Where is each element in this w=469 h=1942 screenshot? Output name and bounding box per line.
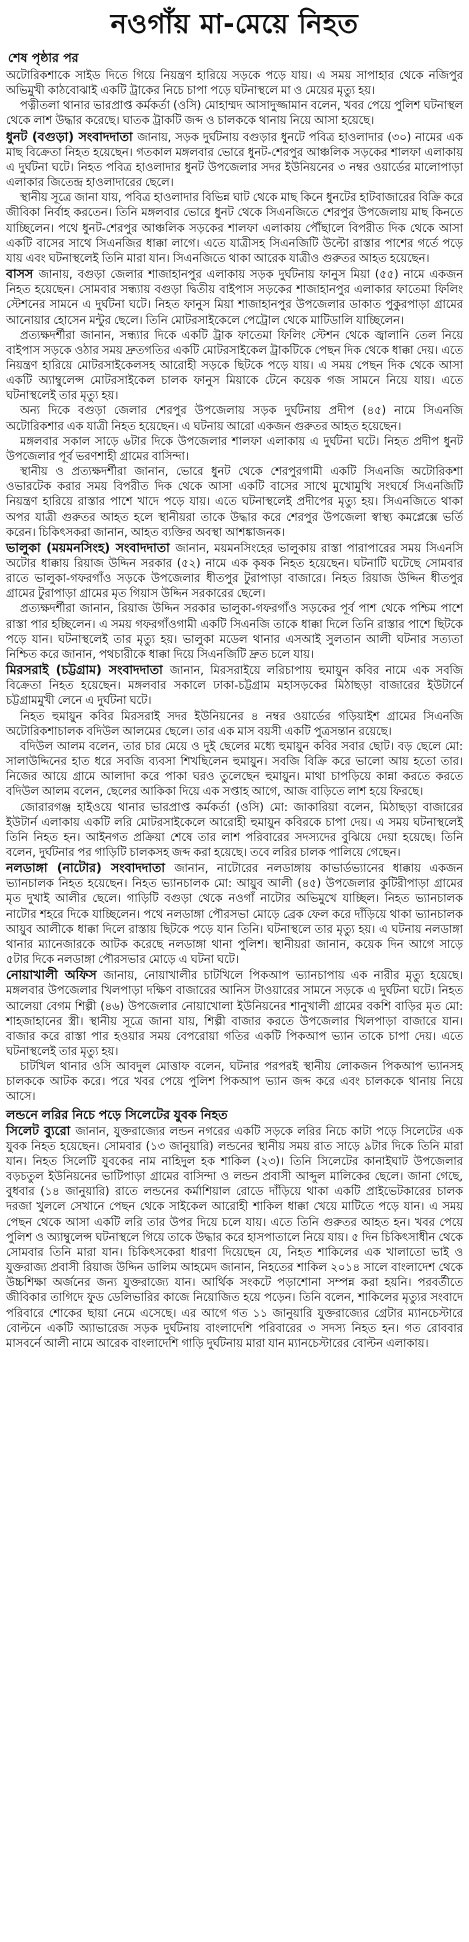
dateline: ভালুকা (ময়মনসিংহ) সংবাদদাতা <box>6 539 176 555</box>
article-paragraph <box>6 1123 463 1351</box>
article-paragraph <box>6 266 463 328</box>
article-paragraph <box>6 709 463 739</box>
headline: নওগাঁয় মা-মেয়ে নিহত <box>110 9 359 40</box>
article-paragraph <box>6 98 463 128</box>
paragraph-text: স্থানীয় ও প্রত্যক্ষদর্শীরা জানান, ভোরে ধুনট থেকে শেরপুরগামী একটি সিএনজি অটোরিকশা ওভারটেক করার সময় বিপরীত দিক থেকে আসা একটি বাসের সাথে মুখোমুখি সংঘর্ষে সিএনজিটি নিয়ন্ত্রণ হারিয়ে রাস্তার পাশে খাদে পড়ে যায়। এতে ঘটনাস্থলেই প্রদীপের মৃত্যু হয়। সিএনজিতে থাকা অপর যাত্রী গুরুতর আহত হলে স্থানীয়রা তাকে উদ্ধার করে শেরপুর উপজেলা স্বাস্থ্য কমপ্লেক্সে ভর্তি করেন। চিকিৎসকরা জানান, আহত ব্যক্তির অবস্থা আশঙ্কাজনক। <box>6 464 463 539</box>
article-paragraph <box>6 434 463 464</box>
continued-label: শেষ পৃষ্ঠার পর <box>8 50 79 65</box>
article-paragraph <box>6 129 463 191</box>
paragraph-text: অটোরিকশাকে সাইড দিতে গিয়ে নিয়ন্ত্রণ হারিয়ে সড়কে পড়ে যায়। এ সময় সাপাহার থেকে নজিপুর অভিমুখী কাঠবোঝাই একটি ট্রাকের নিচে চাপা পড়ে ঘটনাস্থলে মা ও মেয়ের মৃত্যু হয়। <box>6 68 463 98</box>
article-body <box>6 68 463 1351</box>
paragraph-text: স্থানীয় সূত্রে জানা যায়, পবিত্র হাওলাদার বিভিন্ন ঘাট থেকে মাছ কিনে ধুনটের হাটবাজারের বিক্রি করে জীবিকা নির্বাহ করতেন। তিনি মঙ্গলবার ভোরে ধুনট থেকে সিএনজিতে শেরপুর উপজেলায় মাছ কিনতে যাচ্ছিলেন। পথে ধুনট-শেরপুর আঞ্চলিক সড়কের শালফা এলাকায় পৌঁছালে বিপরীত দিক থেকে আসা একটি বাসের সাথে সিএনজির ধাক্কা লাগে। এতে যাত্রীসহ সিএনজিটি উল্টো রাস্তার পাশের গর্তে পড়ে যায় এবং ঘটনাস্থলেই তিনি মারা যান। সিএনজিতে থাকা আরেক যাত্রীও গুরুতর আহত হয়েছেন। <box>6 190 463 265</box>
article-paragraph <box>6 800 463 861</box>
paragraph-text: জোরারগঞ্জ হাইওয়ে থানার ভারপ্রাপ্ত কর্মকর্তা (ওসি) মো: জাকারিয়া বলেন, মিঠাছড়া বাজারের ইউটার্ন এলাকায় একটি লরি মোটরসাইকেলে আরোহী হুমায়ুন কবিরকে চাপা দেয়। এ সময় ঘটনাস্থলেই তিনি নিহত হন। আইনগত প্রক্রিয়া শেষে তার লাশ পরিবারের সদস্যদের বুঝিয়ে দেয়া হয়েছে। তিনি বলেন, দুর্ঘটনার পর গাড়িটি চালকসহ জব্দ করা হয়েছে। তবে লরির চালক পালিয়ে গেছেন। <box>6 799 463 859</box>
paragraph-text: জানায়, নোয়াখালীর চাটখিলে পিকআপ ভ্যানচাপায় এক নারীর মৃত্যু হয়েছে। মঙ্গলবার উপজেলার খিলপাড়া দক্ষিণ বাজারের আনিস টাওয়ারের সামনে সড়কে এ দুর্ঘটনা ঘটে। নিহত আলেয়া বেগম শিল্পী (৪৬) উপজেলার নোয়াখোলা ইউনিয়নের শানুখালী গ্রামের বকশি বাড়ির মৃত মো: শাহজাহানের স্ত্রী। স্থানীয় সূত্রে জানা যায়, শিল্পী বাজার করতে উপজেলার খিলপাড়া বাজারে যান। বাজার করে রাস্তা পার হওয়ার সময় বেপরোয়া গতির একটি পিকআপ ভ্যান তাকে চাপা দেয়। এতে ঘটনাস্থলেই তার মৃত্যু হয়। <box>6 968 463 1058</box>
paragraph-text: জানান, যুক্তরাজ্যের লন্ডন নগরের একটি সড়কে লরির নিচে কাটা পড়ে সিলেটের এক যুবক নিহত হয়েছেন। সোমবার (১৩ জানুয়ারি) লন্ডনের স্থানীয় সময় রাত সাড়ে ৯টার দিকে তিনি মারা যান। নিহত সিলেটি যুবকের নাম নাহিদুল হক শাকিল (২৩)। তিনি সিলেটের কানাইঘাট উপজেলার বড়চতুল ইউনিয়নের ভাটিপাড়া গ্রামের বাসিন্দা ও লন্ডন প্রবাসী আব্দুল মালিকের ছেলে। জানা গেছে, বুধবার (১৪ জানুয়ারি) রাতে লন্ডনের কর্মাশিয়াল রোডে দাঁড়িয়ে থাকা একটি প্রাইভেটকারের চালক দরজা খুললে সেখানে পেছন থেকে সাইকেল আরোহী শাকিল ধাক্কা খেয়ে মাটিতে পড়ে যান। এ সময় পেছন থেকে আসা একটি লরি তার উপর দিয়ে চলে যায়। এতে তিনি গুরুতর আহত হন। খবর পেয়ে পুলিশ ও অ্যাম্বুলেন্স ঘটনাস্থলে গিয়ে তাকে উদ্ধার করে হাসপাতালে নিয়ে যায়। ৫ দিন চিকিৎসাধীন থেকে সোমবার তিনি মারা যান। চিকিৎসকেরা ধারণা দিয়েছেন যে, নিহত শাকিলের এক খালাতো ভাই ও যুক্তরাজ্য প্রবাসী রিয়াজ উদ্দিন ডালিম আহমেদ জানান, নিহতের শাকিল ২০১৪ সালে বাংলাদেশ থেকে উচ্চশিক্ষা অর্জনের জন্য যুক্তরাজ্যে যান। আর্থিক সংকটে পড়াশোনা সম্পন্ন করা হয়নি। পরবর্তীতে জীবিকার তাগিদে ফুড ডেলিভারির কাজে নিয়োজিত হয়ে পড়েন। তিনি বলেন, শাকিলের মৃত্যুর সংবাদে পরিবারে শোকের ছায়া নেমে এসেছে। এর আগে গত ১১ জানুয়ারি যুক্তরাজ্যের গ্রেটার ম্যানচেস্টারে বোল্টনে একটি অ্যাভারেজ সড়ক দুর্ঘটনায় বাংলাদেশি পরিবারের ৩ সদস্য নিহত হন। গত রোববার মাসবর্নে আলী নামে আরেক বাংলাদেশি গাড়ি দুর্ঘটনায় মারা যান ম্যানচেস্টারের বোল্টন এলাকায়। <box>6 1123 463 1350</box>
paragraph-text: অন্য দিকে বগুড়া জেলার শেরপুর উপজেলায় সড়ক দুর্ঘটনায় প্রদীপ (৪৫) নামে সিএনজি অটোরিকশার এক যাত্রী নিহত হয়েছেন। এ ঘটনায় আরো একজন গুরুতর আহত হয়েছেন। <box>6 403 463 433</box>
paragraph-text: জানায়, সড়ক দুর্ঘটনায় বগুড়ার ধুনটে পবিত্র হাওলাদার (৩০) নামের এক মাছ বিক্রেতা নিহত হয়েছেন। গতকাল মঙ্গলবার ভোরে ধুনট-শেরপুর আঞ্চলিক সড়কের শালফা এলাকায় এ দুর্ঘটনা ঘটে। নিহত পবিত্র হাওলাদার ধুনট উপজেলার সদর ইউনিয়নের ৩ নম্বর ওয়ার্ডের মালোপাড়া এলাকার জিতেন্দ্র হাওলাদারের ছেলে। <box>6 129 463 190</box>
paragraph-text: চাটখিল থানার ওসি আবদুল মোত্তাফ বলেন, ঘটনার পরপরই স্থানীয় লোকজন পিকআপ ভ্যানসহ চালককে আটক করে। পরে খবর পেয়ে পুলিশ পিকআপ ভ্যান জব্দ করে এবং চালককে থানায় নিয়ে আসে। <box>6 1059 463 1104</box>
section-subhead: লন্ডনে লরির নিচে পড়ে সিলেটের যুবক নিহত <box>6 1106 228 1122</box>
article-paragraph <box>6 464 463 540</box>
article-paragraph <box>6 328 463 404</box>
article-paragraph <box>6 860 463 967</box>
dateline: বাসস <box>6 266 39 282</box>
paragraph-text: বদিউল আলম বলেন, তার চার মেয়ে ও দুই ছেলের মধ্যে হুমায়ুন কবির সবার ছোট। বড় ছেলে মো: সালাউদ্দিনের হাত ধরে সবজি ব্যবসা শিখছিলেন হুমায়ুন। সবজি বিক্রি করে ভালো আয় হতো তার। নিজের আয়ে গ্রামে আলাদা করে পাকা ঘরও তুলেছেন হুমায়ুন। মাথা চাপড়িয়ে কান্না করতে করতে বদিউল আলম বলেন, ছেলের আকিকা দিয়ে এক সপ্তাহ আগে, আজ বাড়িতে লাশ হয়ে ফিরছে। <box>6 738 463 799</box>
article-paragraph <box>6 403 463 433</box>
paragraph-text: পত্নীতলা থানার ভারপ্রাপ্ত কর্মকর্তা (ওসি) মোহাম্মদ আসাদুজ্জামান বলেন, খবর পেয়ে পুলিশ ঘটনাস্থল থেকে লাশ উদ্ধার করেছে। ঘাতক ট্রাকটি জব্দ ও চালককে থানায় নিয়ে আসা হয়েছে। <box>6 98 463 128</box>
dateline: নলডাঙ্গা (নাটোর) সংবাদদাতা <box>6 860 175 876</box>
paragraph-text: জানান, মিরসরাইয়ে লরিচাপায় হুমায়ুন কবির নামে এক সবজি বিক্রেতা নিহত হয়েছেন। মঙ্গলবার সকালে ঢাকা-চট্টগ্রাম মহাসড়কের মিঠাছড়া বাজারের ইউটার্নে চট্টগ্রামমুখী লেনে এ দুর্ঘটনা ঘটে। <box>6 663 463 708</box>
article-paragraph <box>6 739 463 800</box>
paragraph-text: প্রত্যক্ষদর্শীরা জানান, রিয়াজ উদ্দিন সরকার ভালুকা-গফরগাঁও সড়কের পূর্ব পাশ থেকে পশ্চিম পাশে রাস্তা পার হচ্ছিলেন। এ সময় গফরগাঁওগামী একটি সিএনজি তাকে ধাক্কা দিলে তিনি রাস্তার পাশে ছিটকে পড়ে যান। ঘটনাস্থলেই তার মৃত্যু হয়। ভালুকা মডেল থানার এসআই সুলতান আলী ঘটনার সত্যতা নিশ্চিত করে জানান, পথচারীকে ধাক্কা দিয়ে সিএনজিটি দ্রুত চলে যায়। <box>6 601 463 661</box>
article-paragraph <box>6 68 463 98</box>
paragraph-text: জানায়, বগুড়া জেলার শাজাহানপুর এলাকায় সড়ক দুর্ঘটনায় ফানুস মিয়া (৫৫) নামে একজন নিহত হয়েছেন। সোমবার সন্ধ্যায় বগুড়া দ্বিতীয় বাইপাস সড়কের শাজাহানপুর এলাকার ফাতেমা ফিলিং স্টেশনের সামনে এ দুর্ঘটনা ঘটে। নিহত ফানুস মিয়া শাজাহানপুর উপজেলার ডাকাত পুকুরপাড়া গ্রামের আনোয়ার হোসেন মন্টুর ছেলে। তিনি মোটরসাইকেলে পেট্রোল থেকে মাটিডালি যাচ্ছিলেন। <box>6 267 463 327</box>
article-paragraph <box>6 540 463 602</box>
article-paragraph <box>6 190 463 266</box>
dateline: সিলেট ব্যুরো <box>6 1122 76 1138</box>
dateline: ধুনট (বগুড়া) সংবাদদাতা <box>6 128 138 144</box>
paragraph-text: জানান, নাটোরের নলডাঙ্গায় কাভার্ডভ্যানের ধাক্কায় একজন ভ্যানচালক নিহত হয়েছেন। নিহত ভ্যানচালক মো: আয়ুব আলী (৪৫) উপজেলার কুটিরীপাড়া গ্রামের মৃত দুখাই আলীর ছেলে। গাড়িটি বগুড়া থেকে নওগাঁ নাটোর অভিমুখে যাচ্ছিল। নিহত ভ্যানচালক নাটোর শহরে দিকে যাচ্ছিলেন। পথে নলডাঙ্গা পৌরসভা মোড়ে ব্রেক ফেল করে দাঁড়িয়ে থাকা ভ্যানচালক আয়ুব আলীকে ধাক্কা দিলে রাস্তায় ছিটকে পড়ে যান তিনি। ঘটনাস্থলে তার মৃত্যু হয়। এ ঘটনায় নলডাঙ্গা থানার ম্যানেজারকে আটক করেছে নলডাঙ্গা থানা পুলিশ। স্থানীয়রা জানান, কয়েক দিন আগে সাড়ে ৫টার দিকে নলডাঙ্গা পৌরসভার মোড়ে এ ঘটনা ঘটে। <box>6 861 463 967</box>
article-paragraph <box>6 662 463 708</box>
article-paragraph <box>6 967 463 1059</box>
dateline: মিরসরাই (চট্টগ্রাম) সংবাদদাতা <box>6 662 170 678</box>
paragraph-text: মঙ্গলবার সকাল সাড়ে ৬টার দিকে উপজেলার শালফা এলাকায় এ দুর্ঘটনা ঘটে। নিহত প্রদীপ ধুনট উপজেলার পূর্ব ভরণশাহী গ্রামের বাসিন্দা। <box>6 433 463 463</box>
article-paragraph <box>6 1059 463 1104</box>
paragraph-text: নিহত হুমায়ুন কবির মিরসরাই সদর ইউনিয়নের ৪ নম্বর ওয়ার্ডের গড়িয়াইশ গ্রামের সিএনজি অটোরিকশাচালক বদিউল আলমের ছেলে। তার এক মাস বয়সী একটি পুত্রসন্তান রয়েছে। <box>6 708 463 738</box>
article-paragraph <box>6 601 463 662</box>
dateline: নোয়াখালী অফিস <box>6 967 104 983</box>
paragraph-text: প্রত্যক্ষদর্শীরা জানান, সন্ধ্যার দিকে একটি ট্রাক ফাতেমা ফিলিং স্টেশন থেকে জ্বালানি তেল নিয়ে বাইপাস সড়কে ওঠার সময় দ্রুতগতির একটি মোটরসাইকেল ট্রাকটিকে পেছন দিক থেকে ধাক্কা দেয়। এতে নিয়ন্ত্রণ হারিয়ে মোটরসাইকেলসহ আরোহী সড়কে ছিটকে পড়ে যায়। এ সময় পেছন দিক থেকে আসা একটি অ্যাম্বুলেন্স মোটরসাইকেল চালক ফানুস মিয়াকে টেনে কয়েক গজ সামনে নিয়ে যায়। এতে ঘটনাস্থলেই তার মৃত্যু হয়। <box>6 327 463 403</box>
paragraph-text: জানান, ময়মনসিংহের ভালুকায় রাস্তা পারাপারের সময় সিএনসি অটোর ধাক্কায় রিয়াজ উদ্দিন সরকার (৫২) নামে এক কৃষক নিহত হয়েছেন। ঘটনাটি ঘটেছে সোমবার রাতে ভালুকা-গফরগাঁও সড়কে উপজেলার ধীতপুর টুরাপাড়া বাজারে। নিহত রিয়াজ উদ্দিন ধীতপুর গ্রামের টুরাপাড়া গ্রামের মৃত গিয়াস উদ্দিন সরকারের ছেলে। <box>6 540 463 601</box>
